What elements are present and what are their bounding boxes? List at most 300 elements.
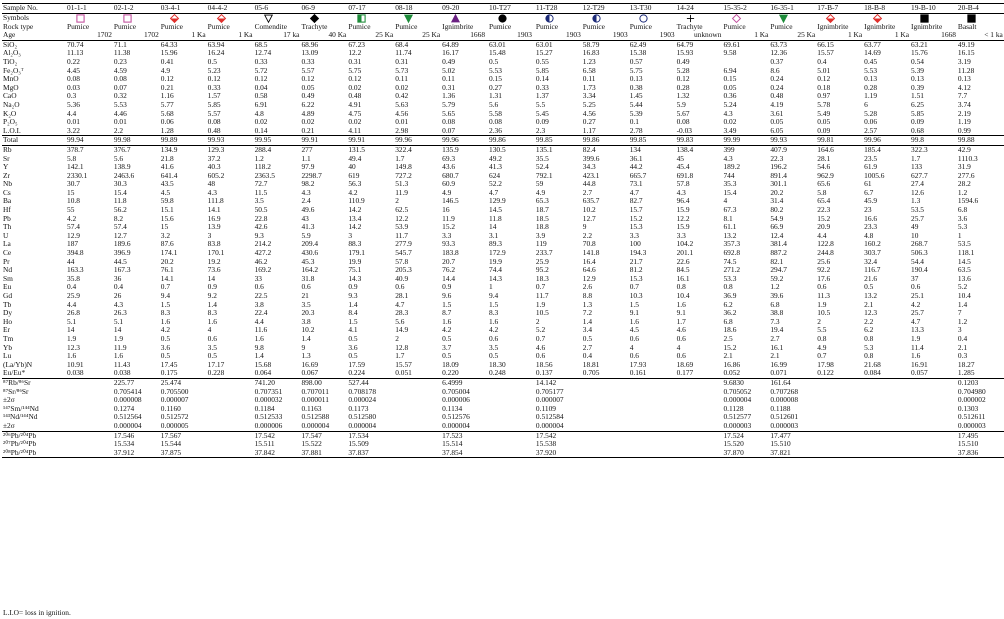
data-cell: 0.49 bbox=[301, 91, 315, 101]
data-cell: 37.881 bbox=[300, 449, 347, 458]
data-cell: 62.49 bbox=[629, 39, 647, 49]
data-cell: 30.3 bbox=[113, 179, 127, 189]
data-cell: 3 bbox=[348, 230, 353, 240]
data-cell: 12.2 bbox=[348, 48, 362, 58]
data-row bbox=[2, 388, 1004, 397]
data-cell: 76.2 bbox=[442, 265, 456, 275]
data-cell: 0.09 bbox=[816, 127, 863, 136]
data-cell: 12.2 bbox=[395, 213, 409, 223]
data-cell: 2.57 bbox=[863, 127, 910, 136]
data-cell: 0.12 bbox=[348, 74, 362, 84]
data-cell: 430.6 bbox=[301, 248, 319, 258]
sample-number: 09-20 bbox=[441, 4, 488, 14]
data-cell: 2.2 bbox=[582, 230, 593, 240]
sample-number: 06-9 bbox=[300, 4, 347, 14]
data-cell: 15.9 bbox=[676, 205, 690, 215]
data-cell bbox=[488, 449, 535, 458]
data-cell: 0.27 bbox=[582, 117, 596, 127]
data-cell: 1.3 bbox=[301, 351, 311, 361]
data-cell: 64.79 bbox=[676, 39, 694, 49]
data-cell: 25.7 bbox=[911, 308, 924, 318]
row-label: Nb bbox=[3, 179, 13, 189]
data-cell: 0.708178 bbox=[348, 386, 377, 396]
data-cell: 11.13 bbox=[67, 48, 84, 58]
data-cell: 0.8 bbox=[676, 282, 686, 292]
data-cell: 0.228 bbox=[207, 369, 254, 378]
row-label: Dy bbox=[3, 308, 13, 318]
data-cell: 185.4 bbox=[864, 144, 881, 154]
data-cell bbox=[910, 449, 957, 458]
rock-type: Pumice bbox=[67, 21, 90, 31]
data-cell: 0.512572 bbox=[160, 412, 189, 422]
data-cell: 1.2 bbox=[957, 187, 968, 197]
data-cell: 4.2 bbox=[160, 325, 171, 335]
data-cell: 14.3 bbox=[489, 273, 502, 283]
data-cell: 40.3 bbox=[207, 162, 221, 172]
data-cell: 74.5 bbox=[723, 256, 737, 266]
data-cell: 0.9 bbox=[348, 282, 358, 292]
data-cell: 0.7 bbox=[535, 333, 546, 343]
rock-type: Pumice bbox=[160, 21, 183, 31]
data-cell: 26.3 bbox=[113, 308, 127, 318]
row-label: Na₂O bbox=[3, 99, 20, 109]
data-cell bbox=[863, 413, 910, 422]
data-cell: 0.6 bbox=[535, 351, 546, 361]
data-cell: 4 bbox=[629, 342, 634, 352]
data-cell: 12.7 bbox=[582, 213, 596, 223]
data-cell: 1.7 bbox=[911, 153, 921, 163]
data-cell: 11.3 bbox=[817, 291, 830, 300]
data-cell bbox=[910, 388, 957, 397]
data-row bbox=[2, 249, 1004, 258]
data-cell: 2.98 bbox=[394, 127, 441, 136]
data-cell: 322.3 bbox=[911, 144, 928, 154]
row-label: ²⁰⁷Pb/²⁰⁴Pb bbox=[3, 439, 37, 449]
data-cell: 11.43 bbox=[113, 359, 131, 369]
data-cell: 5.1 bbox=[113, 316, 124, 326]
data-cell: 37.842 bbox=[254, 449, 301, 458]
data-cell: 0.27 bbox=[489, 82, 502, 92]
data-cell: 52.2 bbox=[489, 179, 502, 189]
data-cell: 17.534 bbox=[348, 430, 369, 440]
data-cell: 0.49 bbox=[442, 56, 456, 66]
data-cell: 0.071 bbox=[769, 369, 816, 378]
data-cell: 0.000006 bbox=[254, 422, 301, 431]
data-cell: 65.6 bbox=[817, 179, 831, 189]
data-cell: 6.2 bbox=[723, 299, 733, 309]
row-label: Pr bbox=[3, 256, 10, 266]
data-cell: 680.7 bbox=[442, 170, 459, 180]
data-cell: 3.19 bbox=[957, 56, 971, 66]
data-cell: 0.7 bbox=[160, 282, 171, 292]
data-cell bbox=[488, 378, 535, 387]
data-cell: 5.8 bbox=[817, 187, 827, 197]
data-cell: 0.03 bbox=[67, 82, 80, 92]
data-cell: 4 bbox=[676, 342, 681, 352]
data-cell: 67.23 bbox=[348, 39, 365, 49]
data-cell: 0.41 bbox=[160, 56, 174, 66]
data-cell: 0.5 bbox=[489, 351, 499, 361]
data-cell: 160.2 bbox=[864, 239, 881, 249]
data-cell: 1 bbox=[489, 282, 493, 292]
data-cell: 11.28 bbox=[957, 65, 975, 75]
data-cell: 0.99 bbox=[957, 127, 1004, 136]
data-cell: 53.5 bbox=[911, 205, 924, 215]
data-cell: 9 bbox=[301, 342, 306, 352]
data-cell: 635.7 bbox=[582, 196, 600, 206]
data-cell: 26.8 bbox=[67, 308, 80, 318]
data-cell: 322.4 bbox=[395, 144, 412, 154]
sample-number: 17-B-7 bbox=[816, 4, 863, 14]
row-label: TiO₂ bbox=[3, 56, 18, 66]
data-cell: 12.4 bbox=[770, 230, 784, 240]
data-cell: 22.4 bbox=[254, 308, 268, 318]
data-cell: 134.9 bbox=[160, 144, 178, 154]
data-cell: 4.2 bbox=[442, 325, 452, 335]
data-cell: 14.69 bbox=[864, 48, 881, 58]
data-cell: 0.000004 bbox=[441, 422, 488, 431]
row-label: Ce bbox=[3, 248, 12, 258]
row-label: K₂O bbox=[3, 108, 17, 118]
data-cell: 4.3 bbox=[723, 108, 733, 118]
data-cell: 15.48 bbox=[489, 48, 506, 58]
data-cell: 0.14 bbox=[254, 127, 301, 136]
data-cell: 4.75 bbox=[348, 108, 362, 118]
data-cell: 1.3 bbox=[911, 196, 921, 206]
data-cell bbox=[394, 431, 441, 440]
data-cell: 0.000004 bbox=[347, 422, 394, 431]
data-cell bbox=[629, 396, 676, 405]
data-cell: 0.705052 bbox=[723, 386, 752, 396]
data-cell: 0.1163 bbox=[301, 403, 322, 413]
data-cell: 37.821 bbox=[769, 449, 816, 458]
data-cell: 0.5 bbox=[864, 282, 874, 292]
rock-type: Comendite bbox=[254, 21, 287, 31]
data-cell bbox=[863, 378, 910, 387]
data-cell: 1.37 bbox=[535, 91, 549, 101]
age-cell bbox=[488, 31, 535, 40]
data-cell: 1.17 bbox=[582, 127, 629, 136]
data-cell: 0.02 bbox=[301, 117, 315, 127]
data-cell: 0.21 bbox=[300, 127, 347, 136]
data-cell: 4.56 bbox=[395, 108, 409, 118]
data-cell: 6.25 bbox=[911, 99, 924, 109]
data-cell: 4.3 bbox=[723, 153, 733, 163]
data-cell: 12.9 bbox=[582, 273, 596, 283]
data-cell: 13.3 bbox=[911, 325, 924, 335]
data-cell: 7.7 bbox=[957, 91, 968, 101]
data-cell: 0.6 bbox=[676, 351, 686, 361]
data-cell: 11.7 bbox=[535, 291, 549, 300]
data-cell: 6.8 bbox=[957, 205, 968, 215]
data-cell: 14.2 bbox=[348, 205, 362, 215]
data-cell: 0.5 bbox=[160, 351, 171, 361]
data-cell: 0.08 bbox=[442, 117, 456, 127]
data-cell: 0.08 bbox=[676, 117, 690, 127]
data-cell: 63.21 bbox=[911, 39, 928, 49]
data-cell: 14 bbox=[67, 325, 75, 335]
row-label: Ho bbox=[3, 316, 13, 326]
data-cell: 16.86 bbox=[723, 359, 741, 369]
data-cell: 0.38 bbox=[629, 82, 643, 92]
data-cell: 63.94 bbox=[207, 39, 225, 49]
data-cell: 0.8 bbox=[864, 351, 874, 361]
data-cell: 74.4 bbox=[489, 265, 502, 275]
data-cell: 4.7 bbox=[395, 299, 405, 309]
data-cell: 12.2 bbox=[676, 213, 690, 223]
data-cell: 233.7 bbox=[535, 248, 553, 258]
data-cell: 4.7 bbox=[911, 316, 921, 326]
data-cell: 28.3 bbox=[395, 308, 409, 318]
data-cell: 30.7 bbox=[67, 179, 80, 189]
data-cell: 59.8 bbox=[160, 196, 174, 206]
data-cell bbox=[910, 413, 957, 422]
data-cell: 1.4 bbox=[348, 299, 358, 309]
data-cell: 301.1 bbox=[770, 179, 787, 189]
age-value: 1903 bbox=[566, 30, 581, 40]
data-cell: 8.2 bbox=[113, 213, 124, 223]
data-cell: 1.9 bbox=[535, 299, 546, 309]
data-cell: 0.512577 bbox=[723, 412, 752, 422]
data-cell: 17.523 bbox=[442, 430, 463, 440]
data-cell: 59 bbox=[535, 179, 544, 189]
age-value: 1903 bbox=[659, 30, 675, 40]
data-cell: 18.81 bbox=[582, 359, 600, 369]
data-row bbox=[2, 292, 1004, 301]
data-cell: 1.4 bbox=[957, 299, 968, 309]
data-cell: 4.45 bbox=[67, 65, 80, 75]
data-cell: 46.2 bbox=[254, 256, 268, 266]
data-cell: 167.3 bbox=[113, 265, 131, 275]
data-row bbox=[2, 163, 1004, 172]
data-cell: 5.45 bbox=[535, 108, 549, 118]
data-cell: 17.45 bbox=[160, 359, 178, 369]
data-cell: 40.9 bbox=[395, 273, 409, 283]
data-cell: 0.512564 bbox=[113, 412, 142, 422]
data-cell: 0.000008 bbox=[113, 395, 142, 405]
data-cell: 0.08 bbox=[67, 74, 80, 84]
data-cell: 0.000003 bbox=[769, 422, 816, 431]
data-cell: 43 bbox=[301, 213, 309, 223]
data-cell: 2.1 bbox=[957, 342, 968, 352]
data-cell: 14.1 bbox=[207, 205, 221, 215]
data-cell: 7.2 bbox=[582, 308, 593, 318]
data-cell: 99.86 bbox=[488, 136, 535, 146]
data-cell: 22.8 bbox=[254, 213, 268, 223]
data-cell: 17.567 bbox=[160, 430, 182, 440]
data-cell: 22.3 bbox=[817, 205, 831, 215]
data-cell: 4.2 bbox=[911, 299, 921, 309]
data-row bbox=[2, 67, 1004, 76]
data-cell bbox=[676, 431, 723, 440]
data-cell bbox=[629, 440, 676, 449]
data-cell: 5.28 bbox=[676, 65, 690, 75]
data-cell bbox=[676, 396, 723, 405]
data-cell bbox=[207, 431, 254, 440]
data-cell: 1.6 bbox=[113, 351, 124, 361]
data-cell: 0.31 bbox=[348, 56, 362, 66]
data-cell: 15.38 bbox=[629, 48, 647, 58]
data-cell: 10.91 bbox=[67, 359, 84, 369]
data-cell: 53.9 bbox=[395, 222, 409, 232]
data-cell: 99.86 bbox=[582, 136, 629, 146]
data-cell: 18.27 bbox=[957, 359, 975, 369]
data-cell: 0.31 bbox=[395, 56, 409, 66]
data-cell: 37.870 bbox=[722, 449, 769, 458]
data-row bbox=[2, 258, 1004, 267]
data-cell: 0.05 bbox=[817, 117, 831, 127]
data-cell: 97.9 bbox=[301, 162, 315, 172]
sample-number: 07-17 bbox=[347, 4, 394, 14]
data-cell: 15.538 bbox=[535, 439, 557, 449]
data-cell: 427.2 bbox=[254, 248, 272, 258]
data-cell: 0.6 bbox=[629, 351, 639, 361]
data-cell: 4.2 bbox=[489, 325, 499, 335]
data-cell: 0.9 bbox=[207, 282, 217, 292]
data-cell: 0.05 bbox=[770, 117, 784, 127]
data-cell bbox=[863, 440, 910, 449]
age-value: 1668 bbox=[941, 30, 956, 40]
data-cell: 3.3 bbox=[676, 230, 686, 240]
data-cell: 23 bbox=[864, 205, 872, 215]
data-cell: 0.000005 bbox=[160, 422, 207, 431]
data-cell: 0.177 bbox=[676, 369, 723, 378]
data-cell: 1.5 bbox=[348, 316, 358, 326]
data-cell: 201.1 bbox=[676, 248, 694, 258]
data-cell: 6.94 bbox=[723, 65, 737, 75]
data-cell: 37.920 bbox=[535, 449, 582, 458]
data-cell: 11.6 bbox=[254, 325, 268, 335]
data-cell: 2.36 bbox=[488, 127, 535, 136]
data-cell: 80.2 bbox=[770, 205, 784, 215]
data-row bbox=[2, 449, 1004, 458]
data-cell: 104.2 bbox=[676, 239, 694, 249]
data-cell: 14 bbox=[489, 222, 497, 232]
data-cell: 21.68 bbox=[864, 359, 881, 369]
data-cell: 0.12 bbox=[676, 74, 690, 84]
data-cell: 0.000004 bbox=[113, 422, 160, 431]
data-cell: 0.5 bbox=[582, 333, 593, 343]
data-cell: 92.2 bbox=[817, 265, 831, 275]
data-cell: 15.3 bbox=[629, 273, 643, 283]
data-cell: 1.7 bbox=[395, 351, 405, 361]
data-cell: 1.5 bbox=[489, 299, 499, 309]
data-cell: 3.1 bbox=[489, 230, 499, 240]
data-cell: 3.22 bbox=[66, 127, 113, 136]
data-cell: 15.514 bbox=[442, 439, 463, 449]
data-cell: 244.8 bbox=[817, 248, 834, 258]
row-label: ±2σ bbox=[3, 395, 15, 405]
data-cell: 0.02 bbox=[254, 117, 268, 127]
data-cell: 99.8 bbox=[910, 136, 957, 146]
data-cell: 28.2 bbox=[957, 179, 971, 189]
data-cell bbox=[488, 388, 535, 397]
data-cell: 1.6 bbox=[489, 316, 499, 326]
data-cell: 1.7 bbox=[395, 153, 405, 163]
data-cell: 129.9 bbox=[489, 196, 506, 206]
rock-type: Trachyte bbox=[301, 21, 328, 31]
data-cell: 3 bbox=[207, 230, 212, 240]
data-cell: 0.5 bbox=[348, 333, 358, 343]
data-cell: 2.6 bbox=[582, 282, 593, 292]
data-cell bbox=[816, 388, 863, 397]
data-cell: 4.12 bbox=[957, 82, 971, 92]
data-cell: 15.57 bbox=[817, 48, 834, 58]
data-cell: 16.6 bbox=[864, 213, 878, 223]
row-label: Sr bbox=[3, 153, 10, 163]
data-cell: 0.97 bbox=[817, 91, 831, 101]
data-cell: 205.3 bbox=[395, 265, 412, 275]
data-cell bbox=[207, 396, 254, 405]
data-cell: 0.1173 bbox=[348, 403, 369, 413]
data-cell: 0.1203 bbox=[957, 377, 979, 387]
data-cell bbox=[488, 431, 535, 440]
data-cell: 189.2 bbox=[723, 162, 741, 172]
data-cell: 0.5 bbox=[348, 351, 358, 361]
data-row bbox=[2, 215, 1004, 224]
row-label: U bbox=[3, 230, 9, 240]
data-cell: 14 bbox=[113, 325, 122, 335]
data-cell: 4.2 bbox=[348, 187, 358, 197]
data-cell: 56.2 bbox=[113, 205, 127, 215]
data-cell: 0.4 bbox=[67, 282, 77, 292]
data-cell: 527.44 bbox=[348, 377, 369, 387]
data-cell: 394.8 bbox=[67, 248, 84, 258]
data-row bbox=[2, 58, 1004, 67]
row-label: MnO bbox=[3, 74, 19, 84]
data-cell: 15.3 bbox=[629, 222, 643, 232]
data-cell bbox=[816, 431, 863, 440]
data-cell: 164.2 bbox=[301, 265, 319, 275]
data-cell: 0.13 bbox=[957, 74, 971, 84]
data-cell: 2.1 bbox=[864, 299, 874, 309]
row-label: MgO bbox=[3, 82, 19, 92]
data-cell: 9.1 bbox=[676, 308, 686, 318]
data-cell: 82.1 bbox=[770, 256, 784, 266]
data-row bbox=[2, 232, 1004, 241]
data-cell bbox=[207, 413, 254, 422]
data-cell: 506.3 bbox=[911, 248, 928, 258]
data-cell: 8.4 bbox=[348, 308, 358, 318]
data-cell: 4.3 bbox=[676, 187, 686, 197]
data-cell: 0.512580 bbox=[348, 412, 377, 422]
data-cell: 14.142 bbox=[535, 377, 557, 387]
data-row bbox=[2, 101, 1004, 110]
data-cell: 0.1 bbox=[629, 117, 639, 127]
data-cell: 3.34 bbox=[582, 91, 596, 101]
data-cell: 10.5 bbox=[817, 308, 831, 318]
age-cell bbox=[254, 31, 301, 40]
data-cell: 174.1 bbox=[160, 248, 178, 258]
data-cell: 57.8 bbox=[676, 179, 690, 189]
data-cell: 15.93 bbox=[676, 48, 694, 58]
data-cell: 5.63 bbox=[395, 99, 409, 109]
data-cell: 0.3 bbox=[67, 91, 77, 101]
data-cell: 1.6 bbox=[911, 351, 921, 361]
data-cell: 88.3 bbox=[348, 239, 362, 249]
data-row bbox=[2, 118, 1004, 127]
data-cell: 0.08 bbox=[207, 117, 221, 127]
data-cell: 99.99 bbox=[722, 136, 769, 146]
data-cell: 37.836 bbox=[957, 449, 1004, 458]
data-cell: 1.6 bbox=[254, 333, 264, 343]
rock-type: Pumice bbox=[113, 21, 137, 31]
data-cell bbox=[816, 413, 863, 422]
data-cell bbox=[66, 440, 113, 449]
data-cell: 0.705 bbox=[582, 369, 629, 378]
data-cell: 70.8 bbox=[582, 239, 596, 249]
data-cell: 194.3 bbox=[629, 248, 647, 258]
